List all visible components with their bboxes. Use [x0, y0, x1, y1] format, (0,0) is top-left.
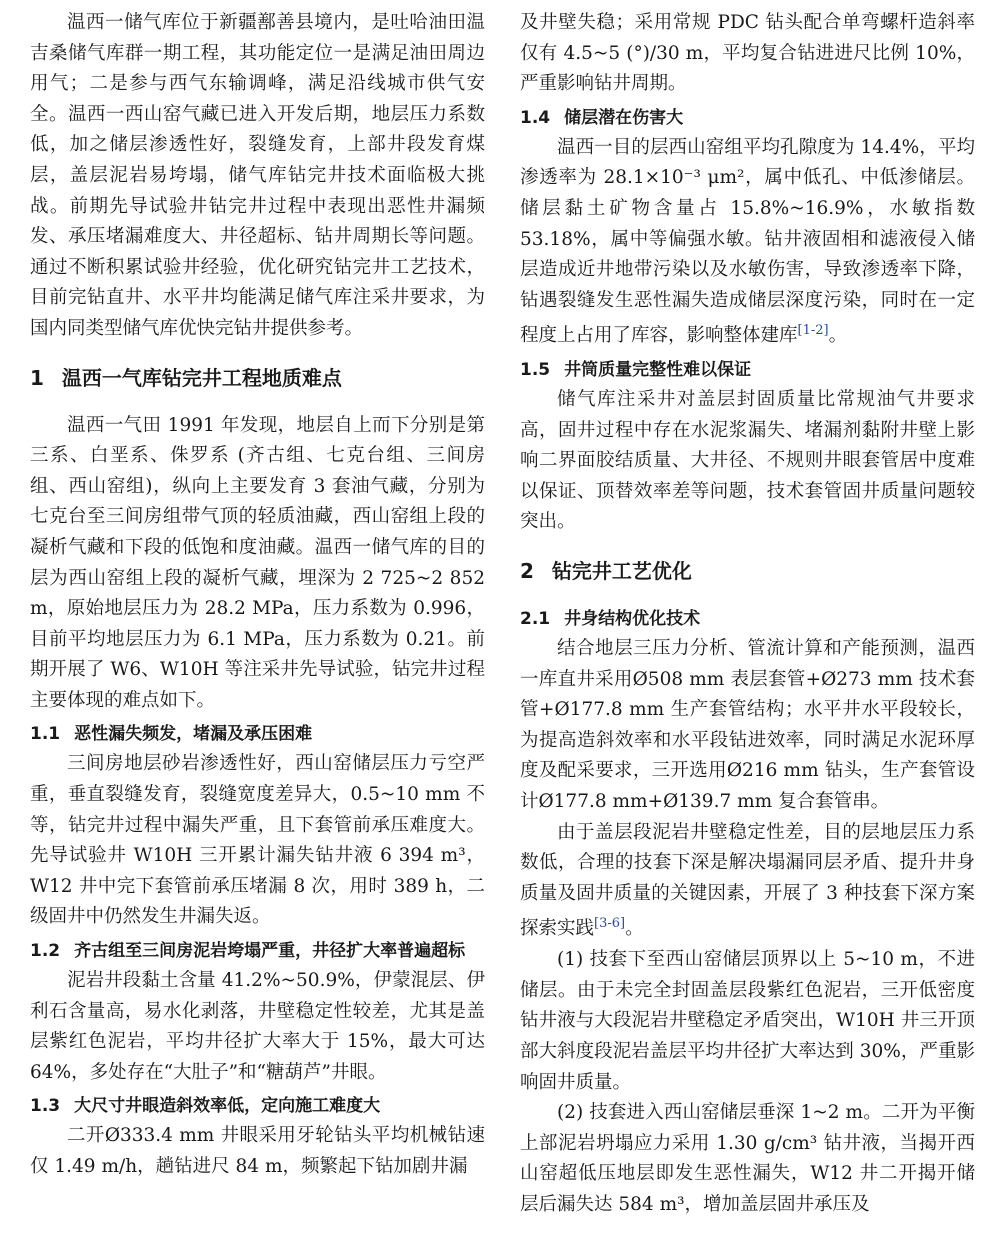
section-title: 钻完井工艺优化 [551, 559, 692, 584]
subsection-title: 齐古组至三间房泥岩垮塌严重，井径扩大率普遍超标 [74, 941, 466, 962]
subsection-title: 井筒质量完整性难以保证 [564, 360, 752, 381]
subsection-title: 井身结构优化技术 [564, 609, 701, 630]
subsection-1-1-heading [30, 719, 485, 749]
section-number: 1 [30, 365, 44, 390]
subsection-title: 恶性漏失频发，堵漏及承压困难 [74, 724, 313, 745]
section-1-heading [30, 363, 485, 393]
paragraph-text: 温西一目的层西山窑组平均孔隙度为 14.4%，平均渗透率为 28.1×10⁻³ μm²，属中低孔、中低渗储层。储层黏土矿物含量占 15.8%~16.9%，水敏指数 53.18%，属中等偏强水敏。钻井液固相和滤液侵入储层造成近井地带污染以及水敏伤害，导致渗透率下降，钻遇裂缝发生恶性漏失造成储层深度污染，同时在一定程度上占用了库容，影响整体建库 [520, 136, 975, 347]
paragraph-text: 由于盖层段泥岩井壁稳定性差，目的层地层压力系数低，合理的技套下深是解决塌漏同层矛盾、提升井身质量及固井质量的关键因素，开展了 3 种技套下深方案探索实践 [520, 821, 975, 940]
paragraph-1-5: 储气库注采井对盖层封固质量比常规油气井要求高，固井过程中存在水泥浆漏失、堵漏剂黏附井壁上影响二界面胶结质量、大井径、不规则井眼套管居中度难以保证、顶替效率差等问题，技术套管固井质量问题较突出。 [520, 389, 975, 533]
subsection-number: 1.2 [30, 941, 61, 962]
paragraph-1-4: 温西一目的层西山窑组平均孔隙度为 14.4%，平均渗透率为 28.1×10⁻³ μm²，属中低孔、中低渗储层。储层黏土矿物含量占 15.8%~16.9%，水敏指数 53.18%，属中等偏强水敏。钻井液固相和滤液侵入储层造成近井地带污染以及水敏伤害，导致渗透率下降，钻遇裂缝发生恶性漏失造成储层深度污染，同时在一定程度上占用了库容，影响整体建库[1-2]。 [520, 136, 975, 347]
section-title: 温西一气库钻完井工程地质难点 [61, 365, 342, 390]
paragraph-1-3-continued: 及井壁失稳；采用常规 PDC 钻头配合单弯螺杆造斜率仅有 4.5~5 (°)/30 m，平均复合钻进进尺比例 10%，严重影响钻井周期。 [520, 12, 975, 95]
intro-paragraph: 温西一储气库位于新疆鄯善县境内，是吐哈油田温吉桑储气库群一期工程，其功能定位一是满足油田周边用气；二是参与西气东输调峰，满足沿线城市供气安全。温西一西山窑气藏已进入开发后期，地层压力系数低，加之储层渗透性好，裂缝发育，上部井段发育煤层，盖层泥岩易垮塌，储气库钻完井技术面临极大挑战。前期先导试验井钻完井过程中表现出恶性井漏频发、承压堵漏难度大、井径超标、钻井周期长等问题。通过不断积累试验井经验，优化研究钻完井工艺技术，目前完钻直井、水平井均能满足储气库注采井要求，为国内同类型储气库优快完钻井提供参考。 [30, 12, 485, 339]
paragraph-1-3: 二开Ø333.4 mm 井眼采用牙轮钻头平均机械钻速仅 1.49 m/h，趟钻进尺 84 m，频繁起下钻加剧井漏 [30, 1125, 485, 1177]
paragraph-2-1-a: 结合地层三压力分析、管流计算和产能预测，温西一库直井采用Ø508 mm 表层套管+Ø273 mm 技术套管+Ø177.8 mm 生产套管结构；水平井水平段较长，为提高造斜效率和水平段钻进效率，同时满足水泥环厚度及配采要求，三开选用Ø216 mm 钻头，生产套管设计Ø177.8 mm+Ø139.7 mm 复合套管串。 [520, 638, 975, 813]
citation-link[interactable]: [1-2] [797, 323, 829, 339]
subsection-number: 1.4 [520, 107, 551, 128]
paragraph-1-2: 泥岩井段黏土含量 41.2%~50.9%，伊蒙混层、伊利石含量高，易水化剥落，井壁稳定性较差，尤其是盖层紫红色泥岩，平均井径扩大率大于 15%，最大可达 64%，多处存在“大肚子”和“糖葫芦”井眼。 [30, 970, 485, 1083]
citation-link[interactable]: [3-6] [594, 916, 626, 932]
section-number: 2 [520, 559, 534, 584]
subsection-1-5-heading [520, 355, 975, 385]
subsection-number: 1.1 [30, 724, 61, 745]
subsection-1-3-heading [30, 1091, 485, 1121]
geology-paragraph: 温西一气田 1991 年发现，地层自上而下分别是第三系、白垩系、侏罗系 (齐古组、七克台组、三间房组、西山窑组)，纵向上主要发育 3 套油气藏，分别为七克台至三间房组带气顶的轻质油藏，西山窑组上段的凝析气藏和下段的低饱和度油藏。温西一储气库的目的层为西山窑组上段的凝析气藏，埋深为 2 725~2 852 m，原始地层压力为 28.2 MPa，压力系数为 0.996，目前平均地层压力为 6.1 MPa，压力系数为 0.21。前期开展了 W6、W10H 等注采井先导试验，钻完井过程主要体现的难点如下。 [30, 414, 485, 711]
left-column [30, 8, 485, 1183]
subsection-title: 储层潜在伤害大 [564, 107, 684, 128]
subsection-title: 大尺寸井眼造斜效率低，定向施工难度大 [74, 1096, 381, 1117]
section-2-heading [520, 556, 975, 586]
paragraph-2-1-d: (2) 技套进入西山窑储层垂深 1~2 m。二开为平衡上部泥岩坍塌应力采用 1.30 g/cm³ 钻井液，当揭开西山窑超低压地层即发生恶性漏失，W12 井二开揭开储层后漏失达 584 m³，增加盖层固井承压及 [520, 1102, 975, 1215]
subsection-number: 2.1 [520, 609, 551, 630]
subsection-1-4-heading [520, 103, 975, 133]
subsection-number: 1.3 [30, 1096, 61, 1117]
subsection-2-1-heading [520, 604, 975, 634]
subsection-number: 1.5 [520, 360, 551, 381]
paragraph-2-1-c: (1) 技套下至西山窑储层顶界以上 5~10 m，不进储层。由于未完全封固盖层段紫红色泥岩，三开低密度钻井液与大段泥岩井壁稳定矛盾突出，W10H 井三开顶部大斜度段泥岩盖层平均井径扩大率达到 30%，严重影响固井质量。 [520, 949, 975, 1093]
right-column [520, 8, 975, 1221]
paragraph-2-1-b: 由于盖层段泥岩井壁稳定性差，目的层地层压力系数低，合理的技套下深是解决塌漏同层矛盾、提升井身质量及固井质量的关键因素，开展了 3 种技套下深方案探索实践[3-6]。 [520, 821, 975, 940]
subsection-1-2-heading [30, 936, 485, 966]
paragraph-1-1: 三间房地层砂岩渗透性好，西山窑储层压力亏空严重，垂直裂缝发育，裂缝宽度差异大，0.5~10 mm 不等，钻完井过程中漏失严重，且下套管前承压难度大。先导试验井 W10H 三开累计漏失钻井液 6 394 m³，W12 井中完下套管前承压堵漏 8 次，用时 389 h，二级固井中仍然发生井漏失返。 [30, 753, 485, 928]
